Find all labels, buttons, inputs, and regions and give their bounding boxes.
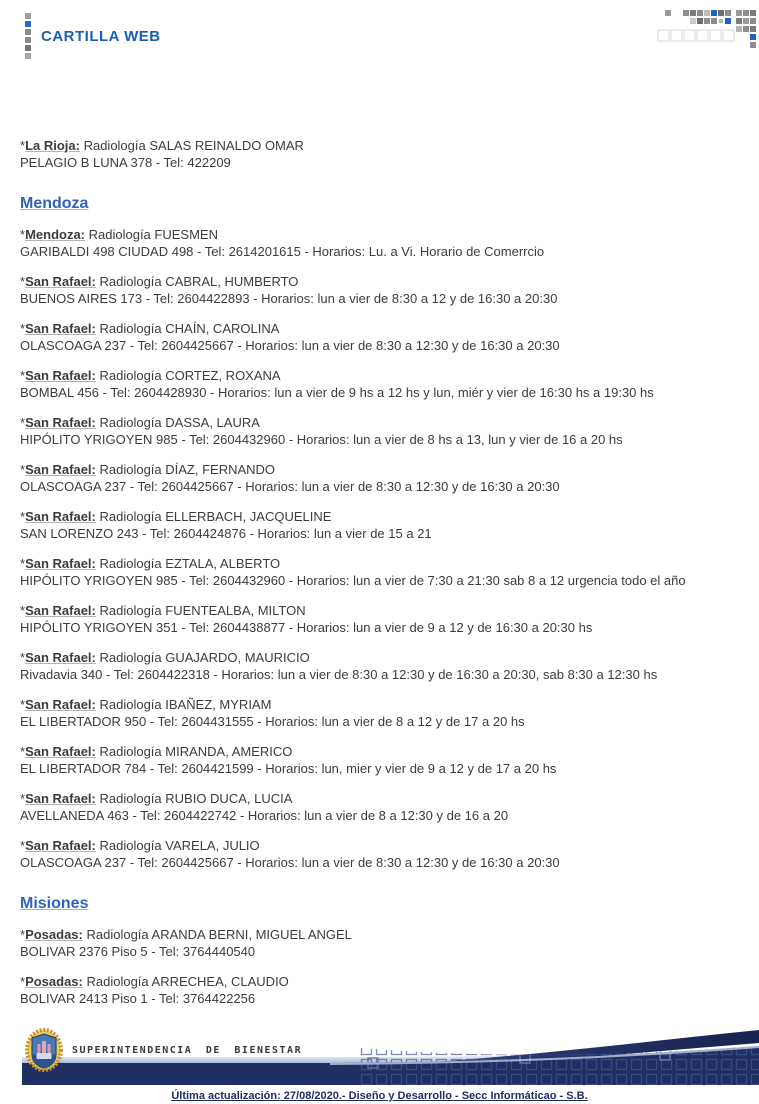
entry-city: San Rafael:	[25, 368, 96, 383]
entry-city: San Rafael:	[25, 650, 96, 665]
entry-details: OLASCOAGA 237 - Tel: 2604425667 - Horarios: lun a vier de 8:30 a 12:30 y de 16:30 a 20:30	[20, 855, 560, 870]
entry-details: AVELLANEDA 463 - Tel: 2604422742 - Horarios: lun a vier de 8 a 12:30 y de 16 a 20	[20, 808, 509, 823]
entry-provider: Radiología CHAÍN, CAROLINA	[95, 321, 280, 336]
entry-city: Posadas:	[25, 974, 83, 989]
entry-city: San Rafael:	[25, 744, 96, 759]
entry-city: San Rafael:	[25, 274, 96, 289]
entry-provider: Radiología IBAÑEZ, MYRIAM	[95, 697, 272, 712]
entry-city: La Rioja:	[25, 138, 80, 153]
entry-details: SAN LORENZO 243 - Tel: 2604424876 - Horarios: lun a vier de 15 a 21	[20, 526, 432, 541]
entry-details: PELAGIO B LUNA 378 - Tel: 422209	[20, 155, 231, 170]
entry-line1	[20, 368, 281, 383]
entry-line1	[20, 650, 310, 665]
entry-provider: Radiología ARANDA BERNI, MIGUEL ANGEL	[82, 927, 352, 942]
entry-line1	[20, 603, 306, 618]
update-bar	[0, 1086, 759, 1101]
entry-provider: Radiología VARELA, JULIO	[95, 838, 260, 853]
entry-line1	[20, 227, 218, 242]
entry-details: GARIBALDI 498 CIUDAD 498 - Tel: 2614201615 - Horarios: Lu. a Vi. Horario de Comerrcio	[20, 244, 545, 259]
entry-provider: Radiología DASSA, LAURA	[95, 415, 260, 430]
entry-bullet: *	[20, 744, 26, 759]
entry-provider: Radiología MIRANDA, AMERICO	[95, 744, 293, 759]
entry-bullet: *	[20, 227, 26, 242]
entry-provider: Radiología EZTALA, ALBERTO	[95, 556, 281, 571]
mosaic-decoration-icon	[657, 8, 757, 54]
brand-squares-icon	[25, 13, 31, 59]
entry-line1	[20, 697, 271, 712]
entry-details: HIPÓLITO YRIGOYEN 351 - Tel: 2604438877 - Horarios: lun a vier de 9 a 12 y de 16:30 a 20:30 hs	[20, 620, 593, 635]
entry-bullet: *	[20, 974, 26, 989]
entry-city: Posadas:	[25, 927, 83, 942]
org-emblem-icon	[24, 1028, 64, 1072]
provider-entry	[20, 743, 740, 777]
entry-bullet: *	[20, 697, 26, 712]
entry-details: BUENOS AIRES 173 - Tel: 2604422893 - Horarios: lun a vier de 8:30 a 12 y de 16:30 a 20:30	[20, 291, 558, 306]
entry-city: San Rafael:	[25, 603, 96, 618]
listing	[20, 137, 740, 1020]
entry-provider: Radiología FUENTEALBA, MILTON	[95, 603, 306, 618]
entry-city: San Rafael:	[25, 321, 96, 336]
entry-provider: Radiología ELLERBACH, JACQUELINE	[95, 509, 332, 524]
entry-line1	[20, 138, 304, 153]
page-footer	[0, 1028, 759, 1101]
entry-details: HIPÓLITO YRIGOYEN 985 - Tel: 2604432960 - Horarios: lun a vier de 7:30 a 21:30 sab 8 a 12 urgencia todo el año	[20, 573, 686, 588]
entry-bullet: *	[20, 415, 26, 430]
entry-city: San Rafael:	[25, 791, 96, 806]
entry-city: San Rafael:	[25, 415, 96, 430]
provider-entry	[20, 790, 740, 824]
entry-bullet: *	[20, 368, 26, 383]
provider-entry	[20, 461, 740, 495]
entry-line1	[20, 415, 260, 430]
provider-entry	[20, 696, 740, 730]
provider-entry	[20, 837, 740, 871]
entry-provider: Radiología DÍAZ, FERNANDO	[95, 462, 276, 477]
page-header	[0, 0, 759, 60]
entry-details: HIPÓLITO YRIGOYEN 985 - Tel: 2604432960 - Horarios: lun a vier de 8 hs a 13, lun y vier de 16 a 20 hs	[20, 432, 623, 447]
entry-provider: Radiología SALAS REINALDO OMAR	[79, 138, 304, 153]
entry-provider: Radiología FUESMEN	[85, 227, 218, 242]
entry-bullet: *	[20, 462, 26, 477]
entry-details: OLASCOAGA 237 - Tel: 2604425667 - Horarios: lun a vier de 8:30 a 12:30 y de 16:30 a 20:30	[20, 479, 560, 494]
entry-city: San Rafael:	[25, 697, 96, 712]
entry-provider: Radiología CORTEZ, ROXANA	[95, 368, 281, 383]
entry-provider: Radiología CABRAL, HUMBERTO	[95, 274, 299, 289]
entry-bullet: *	[20, 650, 26, 665]
entry-city: San Rafael:	[25, 462, 96, 477]
entry-bullet: *	[20, 791, 26, 806]
entry-bullet: *	[20, 556, 26, 571]
provider-entry	[20, 926, 740, 960]
entry-city: San Rafael:	[25, 556, 96, 571]
province-heading[interactable]: Mendoza	[20, 195, 89, 212]
entry-details: BOLIVAR 2413 Piso 1 - Tel: 3764422256	[20, 991, 256, 1006]
provider-entry	[20, 273, 740, 307]
provider-entry	[20, 649, 740, 683]
provider-entry	[20, 508, 740, 542]
entry-bullet: *	[20, 603, 26, 618]
provider-entry	[20, 226, 740, 260]
provider-entry	[20, 602, 740, 636]
entry-details: OLASCOAGA 237 - Tel: 2604425667 - Horarios: lun a vier de 8:30 a 12:30 y de 16:30 a 20:30	[20, 338, 560, 353]
entry-bullet: *	[20, 509, 26, 524]
entry-provider: Radiología GUAJARDO, MAURICIO	[95, 650, 310, 665]
entry-details: EL LIBERTADOR 950 - Tel: 2604431555 - Horarios: lun a vier de 8 a 12 y de 17 a 20 hs	[20, 714, 525, 729]
entry-line1	[20, 927, 352, 942]
update-text: Última actualización: 27/08/2020.- Diseño y Desarrollo - Secc Informáticao - S.B.	[171, 1090, 588, 1102]
provider-entry	[20, 555, 740, 589]
entry-bullet: *	[20, 838, 26, 853]
entry-provider: Radiología ARRECHEA, CLAUDIO	[82, 974, 289, 989]
province-heading[interactable]: Misiones	[20, 895, 89, 912]
entry-line1	[20, 791, 292, 806]
entry-city: Mendoza:	[25, 227, 86, 242]
entry-bullet: *	[20, 321, 26, 336]
entry-bullet: *	[20, 138, 26, 153]
entry-line1	[20, 509, 331, 524]
entry-line1	[20, 744, 292, 759]
brand-title: CARTILLA WEB	[41, 27, 161, 45]
entry-bullet: *	[20, 927, 26, 942]
entry-provider: Radiología RUBIO DUCA, LUCIA	[95, 791, 293, 806]
entry-line1	[20, 274, 298, 289]
provider-entry	[20, 414, 740, 448]
org-block	[24, 1028, 302, 1072]
entry-details: BOLIVAR 2376 Piso 5 - Tel: 3764440540	[20, 944, 256, 959]
provider-entry	[20, 320, 740, 354]
entry-city: San Rafael:	[25, 838, 96, 853]
entry-details: Rivadavia 340 - Tel: 2604422318 - Horarios: lun a vier de 8:30 a 12:30 y de 16:30 a 20:30, sab 8:30 a 12:30 hs	[20, 667, 658, 682]
entry-line1	[20, 974, 289, 989]
provider-entry	[20, 137, 740, 171]
entry-details: BOMBAL 456 - Tel: 2604428930 - Horarios: lun a vier de 9 hs a 12 hs y lun, miér y vier de 16:30 hs a 19:30 hs	[20, 385, 654, 400]
brand-block	[25, 13, 161, 59]
provider-entry	[20, 973, 740, 1007]
entry-details: EL LIBERTADOR 784 - Tel: 2604421599 - Horarios: lun, mier y vier de 9 a 12 y de 17 a 20 hs	[20, 761, 557, 776]
org-name: SUPERINTENDENCIA DE BIENESTAR	[72, 1044, 303, 1056]
entry-bullet: *	[20, 274, 26, 289]
provider-entry	[20, 367, 740, 401]
entry-line1	[20, 462, 275, 477]
entry-line1	[20, 321, 279, 336]
entry-line1	[20, 556, 280, 571]
entry-line1	[20, 838, 260, 853]
entry-city: San Rafael:	[25, 509, 96, 524]
